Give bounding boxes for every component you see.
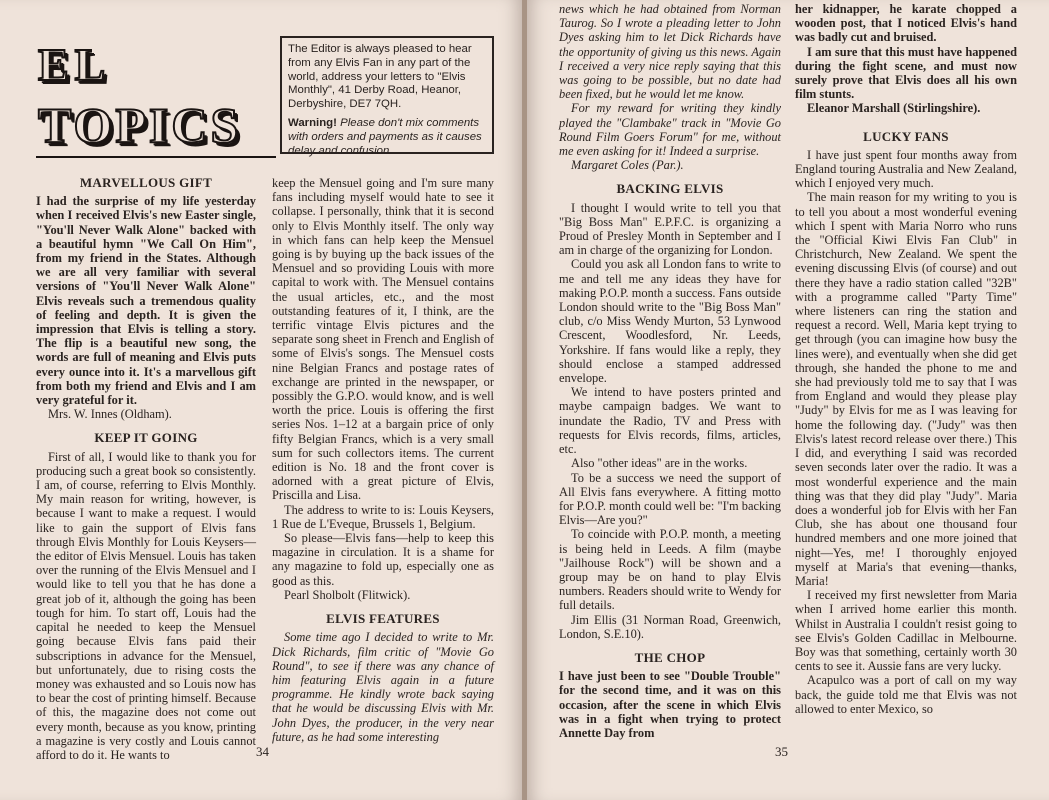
keep-it-going-signature: Pearl Sholbolt (Flitwick). xyxy=(284,587,411,602)
left-page xyxy=(0,0,522,800)
backing-elvis-para4: Also "other ideas" are in the works. xyxy=(571,456,748,471)
right-page-column-2 xyxy=(795,2,1017,716)
elvis-features-para2: For my reward for writing they kindly played the "Clambake" track in "Movie Go Round Film Goers Forum" for me, without me even asking for it! Indeed a surprise. xyxy=(559,101,781,159)
keep-it-going-para2: The address to write to is: Louis Keysers, 1 Rue de L'Eveque, Brussels 1, Belgium. xyxy=(272,502,494,531)
page-number-right: 35 xyxy=(775,744,788,759)
elvis-features-body: Some time ago I decided to write to Mr. Dick Richards, film critic of "Movie Go Round", to see if there was any chance of him featuring Elvis again in a future programme. He kindly wrote back saying that he would be discussing Elvis with Mr. John Dyes, the producer, in the very near future, as he had some interesting xyxy=(272,630,494,744)
elvis-features-signature: Margaret Coles (Par.). xyxy=(571,158,684,173)
the-chop-body-cont: her kidnapper, he karate chopped a wooden post, that I noticed Elvis's hand was badly cut and bruised. xyxy=(795,2,1017,45)
masthead-line-topics: TOPICS xyxy=(38,97,242,153)
lucky-fans-para4: Acapulco was a port of call on my way back, the guide told me that Elvis was not allowed to enter Mexico, so xyxy=(795,673,1017,716)
backing-elvis-para1: I thought I would write to tell you that "Big Boss Man" E.P.F.C. is organizing a Proud of Presley Month in September and I am in charge of the organizing for London. xyxy=(559,200,781,258)
backing-elvis-signature: Jim Ellis (31 Norman Road, Greenwich, London, S.E.10). xyxy=(559,612,781,641)
page-number-left: 34 xyxy=(256,744,269,759)
heading-marvellous-gift: MARVELLOUS GIFT xyxy=(79,175,213,190)
backing-elvis-para6: To coincide with P.O.P. month, a meeting is being held in Leeds. A film (maybe "Jailhouse Rock") will be shown and a group may be on hand to play Elvis numbers. Readers should write to Wendy for full details. xyxy=(559,527,781,613)
editor-warning xyxy=(288,117,486,158)
warning-label: Warning! xyxy=(288,116,337,129)
heading-the-chop: THE CHOP xyxy=(634,649,706,665)
backing-elvis-para3: We intend to have posters printed and maybe campaign badges. We want to inundate the Radio, TV and Press with requests for Elvis records, films, articles, etc. xyxy=(559,385,781,457)
the-chop-body: I have just been to see "Double Trouble" for the second time, and it was on this occasion, after the scene in which Elvis was in a fight when trying to protect Annette Day from xyxy=(559,669,781,740)
lucky-fans-para1: I have just spent four months away from England touring Australia and New Zealand, which I enjoyed very much. xyxy=(795,147,1017,191)
marvellous-gift-signature: Mrs. W. Innes (Oldham). xyxy=(48,407,172,422)
heading-keep-it-going: KEEP IT GOING xyxy=(94,430,198,446)
el-topics-masthead xyxy=(36,38,276,160)
heading-backing-elvis: BACKING ELVIS xyxy=(616,181,724,197)
editor-notice-text: The Editor is always pleased to hear from any Elvis Fan in any part of the world, address your letters to "Elvis Monthly", 41 Derby Road, Heanor, Derbyshire, DE7 7QH. xyxy=(288,43,472,111)
backing-elvis-para5: To be a success we need the support of All Elvis fans everywhere. A fitting motto for P.O.P. month could well be: "I'm backing Elvis—Are you?" xyxy=(559,470,781,528)
right-page-column-1 xyxy=(559,2,781,740)
elvis-features-body-cont: news which he had obtained from Norman Taurog. So I wrote a pleading letter to John Dyes asking him to let Dick Richards have the opportunity of giving us this news. Again I received a very nice reply saying that this was going to be possible, but no date had been fixed, but he would let me know. xyxy=(559,2,781,102)
keep-it-going-para1-cont: keep the Mensuel going and I'm sure many fans including myself would hate to see it collapse. I personally, think that it is second only to Elvis Monthly itself. The only way in which fans can help keep the Mensuel going is by buying up the back issues of the Mensuel and so providing Louis with more capital to work with. The Mensuel contains the usual articles, etc., and the most outstanding features of it, I think, are the terrific vintage Elvis pictures and the separate song sheet in French and English of some of Elvis's songs. The Mensuel costs nine Belgian Francs and postage rates of exchange are printed in the newspaper, or possibly the G.P.O. would know, and is well worth the price. Louis is offering the first series Nos. 1–12 at a bargain price of only fifty Belgian Francs, which is a very small sum for such collectors items. The current edition is No. 18 and the front cover is adorned with a great picture of Elvis, Priscilla and Lisa. xyxy=(272,176,494,503)
keep-it-going-para3: So please—Elvis fans—help to keep this magazine in circulation. It is a shame for any magazine to fold up, especially one as good as this. xyxy=(272,531,494,588)
the-chop-signature: Eleanor Marshall (Stirlingshire). xyxy=(807,101,981,116)
lucky-fans-para2: The main reason for my writing to you is to tell you about a most wonderful evening which I spent with Maria Norro who runs the "Official Kiwi Elvis Fan Club" in Christchurch, New Zealand. We spent the evening discussing Elvis (of course) and out there they have a radio station called "32B" with a programme called "Party Time" where listeners can ring the station and request a record. Well, Maria kept trying to get through (you can imagine how busy the lines were), and eventually when she did get through, she handed the phone to me and she had previously told me to say that I was from England and would they please play "Judy" by Elvis for me as I was leaving for home the following day. ("Judy" was then Elvis's latest record release over there.) This I did, and everything I said was recorded seven seconds later over the radio. It was a most wonderful experience and the main thing was that they did play "Judy". Maria does a wonderful job for Elvis with her Fan Club, she has about one thousand four hundred members and one more joined that night—Yes, me! I thoroughly enjoyed myself at Maria's that evening—thanks, Maria! xyxy=(795,190,1017,588)
left-page-column-1 xyxy=(36,170,256,762)
right-page xyxy=(527,0,1049,800)
editor-notice-box xyxy=(280,36,494,157)
marvellous-gift-body: I had the surprise of my life yesterday when I received Elvis's new Easter single, "You'll Never Walk Alone" backed with a beautiful hymn "We Call On Him", from my friend in the States. Although we are all very familiar with several versions of "You'll Never Walk Alone" Elvis reveals such a tremendous quality of feeling and depth. It is given the impression that Elvis is telling a story. The flip is a beautiful new song, the words are full of meaning and Elvis puts every ounce into it. It's a marvellous gift from both my friend and Elvis and I am very grateful for it. xyxy=(36,194,256,408)
lucky-fans-para3: I received my first newsletter from Maria when I arrived home earlier this month. Whilst in Australia I couldn't resist going to see Elvis's Golden Cadillac in Melbourne. Boy was that something, certainly worth 30 cents to see it. Aussie fans are very lucky. xyxy=(795,588,1017,674)
masthead-rule xyxy=(36,156,276,158)
left-page-column-2 xyxy=(272,176,494,744)
backing-elvis-para2: Could you ask all London fans to write to me and tell me any ideas they have for making P.O.P. month a success. Fans outside London should write to the "Big Boss Man" club, c/o Miss Wendy Murton, 53 Lynwood Crescent, Woodlesford, Nr. Leeds, Yorkshire. If fans would like a reply, they should enclose a stamped addressed envelope. xyxy=(559,257,781,386)
keep-it-going-para1: First of all, I would like to thank you for producing such a great book so consistently. I am, of course, referring to Elvis Monthly. My main reason for writing, however, is because I want to make a request. I would like to gain the support of Elvis fans through Elvis Monthly for Louis Keysers—the editor of Elvis Mensuel. Louis has taken over the running of the Elvis Mensuel and I would like to tell you that he has done a great job of it, although the going has been tough for him. To start off, Louis had the capital he needed to keep the Mensuel going because Elvis fans paid their subscriptions in advance for the Mensuel, but unfortunately, due to rising costs the money was exhausted and so Louis now has to bear the cost of printing himself. Because of this, the magazine does not come out every month, because as you know, printing a magazine is very costly and Louis cannot afford to do it. He wants to xyxy=(36,449,256,762)
heading-elvis-features: ELVIS FEATURES xyxy=(326,611,440,627)
the-chop-para2: I am sure that this must have happened during the fight scene, and must now surely prove that Elvis does all his own film stunts. xyxy=(795,44,1017,102)
heading-lucky-fans: LUCKY FANS xyxy=(863,128,949,144)
warning-text: Please don't mix comments with orders and payments as it causes delay and confusion. xyxy=(288,116,482,157)
masthead-line-el: EL xyxy=(38,39,112,90)
